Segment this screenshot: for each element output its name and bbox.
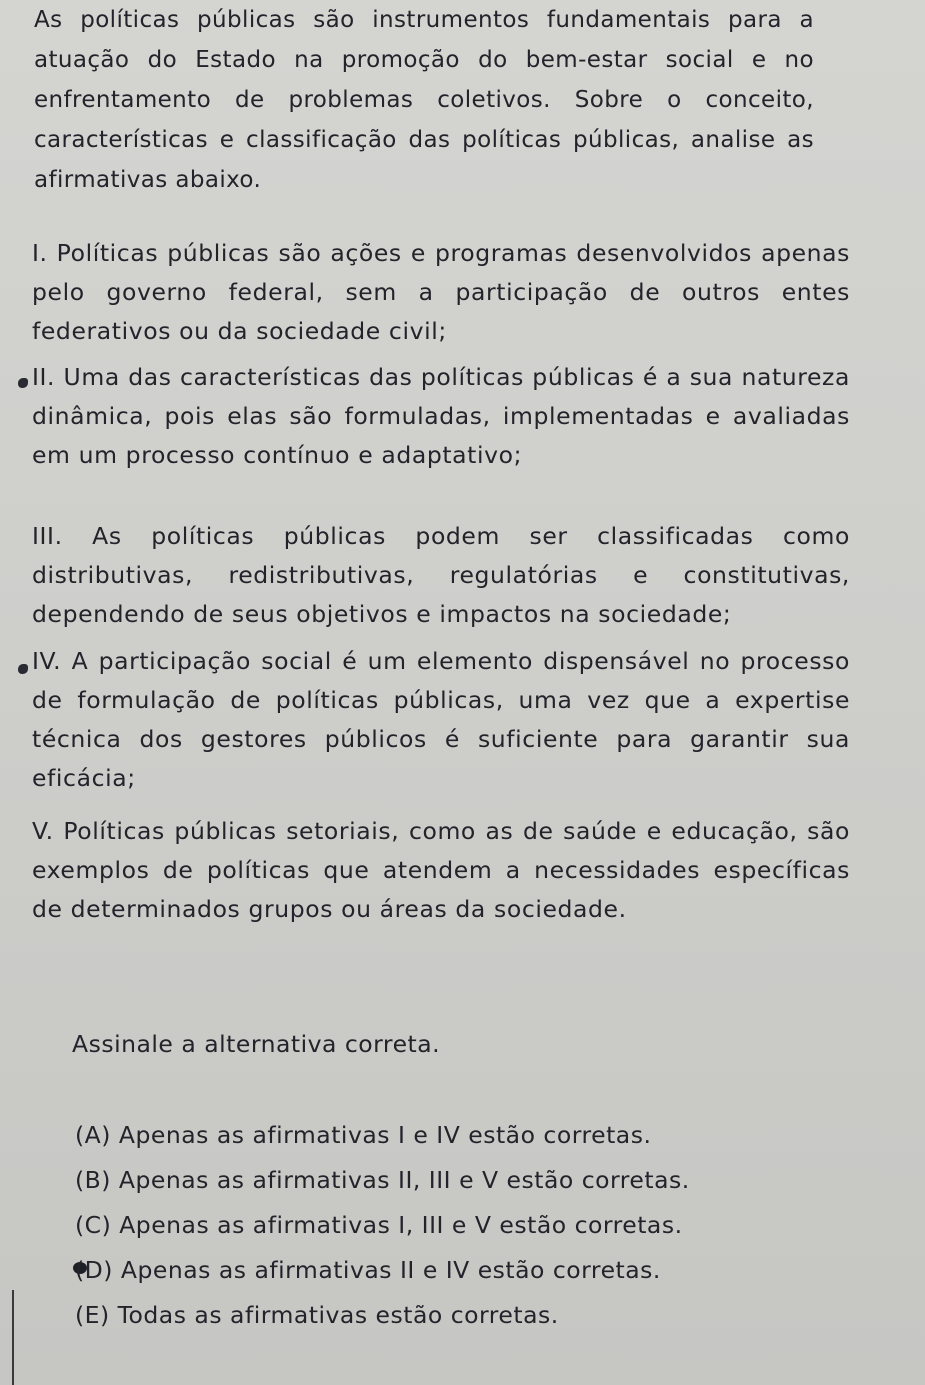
statement-3: III. As políticas públicas podem ser classificadas como distributivas, redistributivas, regulatórias e constitutivas, dependendo de seus objetivos e impactos na sociedade; <box>32 522 850 628</box>
statement-4: IV. A participação social é um elemento dispensável no processo de formulação de políticas públicas, uma vez que a expertise técnica dos gestores públicos é suficiente para garantir sua eficácia; <box>32 647 850 792</box>
statement-1: I. Políticas públicas são ações e programas desenvolvidos apenas pelo governo federal, sem a participação de outros entes federativos ou da sociedade civil; <box>32 239 850 345</box>
statement-5: V. Políticas públicas setoriais, como as de saúde e educação, são exemplos de políticas que atendem a necessidades específicas de determinados grupos ou áreas da sociedade. <box>32 817 850 923</box>
paper-edge-line <box>12 1290 14 1385</box>
option-a[interactable]: (A) Apenas as afirmativas I e IV estão corretas. <box>75 1121 652 1149</box>
option-c[interactable]: (C) Apenas as afirmativas I, III e V estão corretas. <box>75 1211 683 1239</box>
question-intro: As políticas públicas são instrumentos fundamentais para a atuação do Estado na promoção do bem-estar social e no enfrentamento de problemas coletivos. Sobre o conceito, características e classificação das políticas públicas, analise as afirmativas abaixo. <box>34 7 814 193</box>
pen-mark-statement-4 <box>18 664 28 674</box>
option-b[interactable]: (B) Apenas as afirmativas II, III e V estão corretas. <box>75 1166 690 1194</box>
pen-mark-statement-2 <box>18 378 28 388</box>
question-prompt: Assinale a alternativa correta. <box>72 1030 441 1058</box>
answer-options <box>75 1113 690 1338</box>
statement-2: II. Uma das características das políticas públicas é a sua natureza dinâmica, pois elas são formuladas, implementadas e avaliadas em um processo contínuo e adaptativo; <box>32 363 850 469</box>
option-d[interactable]: (D) Apenas as afirmativas II e IV estão corretas. <box>75 1256 661 1284</box>
option-e[interactable]: (E) Todas as afirmativas estão corretas. <box>75 1301 559 1329</box>
